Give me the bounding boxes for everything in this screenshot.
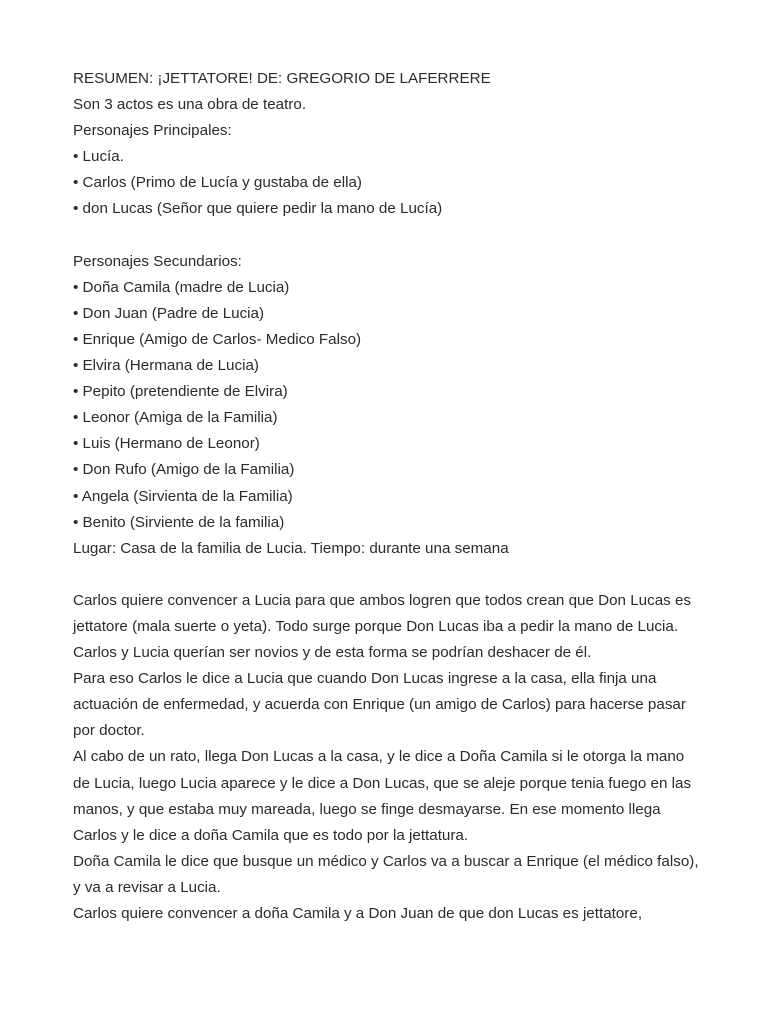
list-item: • Enrique (Amigo de Carlos- Medico Falso) [73, 327, 703, 353]
list-item: • Benito (Sirviente de la familia) [73, 510, 703, 536]
document-subtitle: Son 3 actos es una obra de teatro. [73, 96, 307, 114]
spacer [73, 223, 703, 249]
list-item: • Angela (Sirvienta de la Familia) [73, 484, 703, 510]
spacer [73, 562, 703, 588]
list-item: • Don Rufo (Amigo de la Familia) [73, 457, 703, 483]
list-item: • Carlos (Primo de Lucía y gustaba de ella) [73, 170, 703, 196]
list-item: • don Lucas (Señor que quiere pedir la mano de Lucía) [73, 196, 703, 222]
list-item: • Elvira (Hermana de Lucia) [73, 353, 703, 379]
paragraph: Para eso Carlos le dice a Lucia que cuando Don Lucas ingrese a la casa, ella finja una actuación de enfermedad, y acuerda con Enrique (un amigo de Carlos) para hacerse pasar por doctor. [73, 670, 686, 740]
list-item: • Don Juan (Padre de Lucia) [73, 301, 703, 327]
list-item: • Doña Camila (madre de Lucia) [73, 275, 703, 301]
document-page [73, 66, 703, 927]
list-item: • Luis (Hermano de Leonor) [73, 431, 703, 457]
paragraph: Carlos quiere convencer a Lucia para que ambos logren que todos crean que Don Lucas es jettatore (mala suerte o yeta). Todo surge porque Don Lucas iba a pedir la mano de Lucia. Carlos y Lucia querían ser novios y de esta forma se podrían deshacer de él. [73, 591, 692, 662]
list-item: • Leonor (Amiga de la Familia) [73, 405, 703, 431]
document-title: RESUMEN: ¡JETTATORE! DE: GREGORIO DE LAFERRERE [73, 70, 491, 87]
paragraph: Doña Camila le dice que busque un médico y Carlos va a buscar a Enrique (el médico falso), y va a revisar a Lucia. [73, 852, 699, 896]
paragraph: Al cabo de un rato, llega Don Lucas a la casa, y le dice a Doña Camila si le otorga la mano de Lucia, luego Lucia aparece y le dice a Don Lucas, que se aleje porque tenia fuego en las manos, y que estaba muy mareada, luego se finge desmayarse. En ese momento llega Carlos y le dice a doña Camila que es todo por la jettatura. [73, 748, 692, 844]
list-item: • Pepito (pretendiente de Elvira) [73, 379, 703, 405]
lugar-line: Lugar: Casa de la familia de Lucia. Tiempo: durante una semana [73, 539, 509, 557]
principales-heading: Personajes Principales: [73, 122, 232, 140]
secundarios-heading: Personajes Secundarios: [73, 252, 242, 270]
paragraph: Carlos quiere convencer a doña Camila y a Don Juan de que don Lucas es jettatore, [73, 905, 643, 922]
list-item: • Lucía. [73, 144, 703, 170]
